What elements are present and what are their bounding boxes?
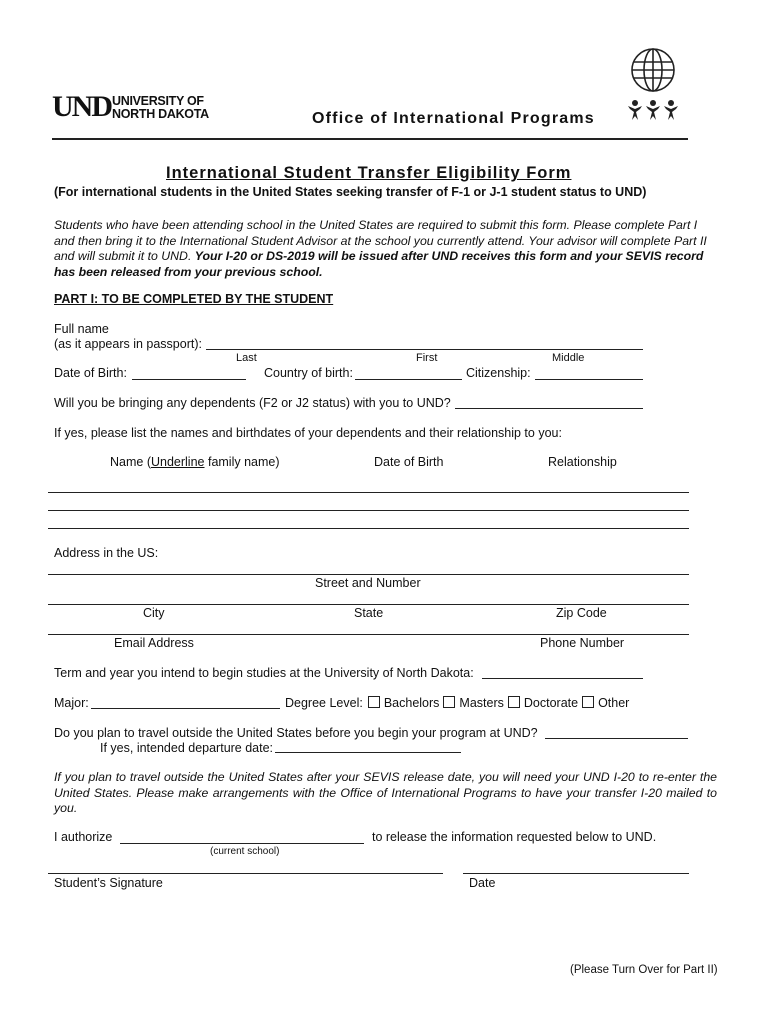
departure-label: If yes, intended departure date: bbox=[100, 741, 274, 755]
full-name-field[interactable] bbox=[206, 349, 643, 350]
address-label: Address in the US: bbox=[54, 546, 159, 560]
first-label: First bbox=[416, 352, 438, 364]
country-label: Country of birth: bbox=[264, 366, 353, 380]
dependent-row-1[interactable] bbox=[48, 492, 689, 493]
doctorate-checkbox[interactable] bbox=[508, 696, 520, 708]
masters-label: Masters bbox=[459, 696, 504, 710]
und-logo-line2: NORTH DAKOTA bbox=[112, 107, 209, 121]
dependents-question: Will you be bringing any dependents (F2 or J2 status) with you to UND? bbox=[54, 396, 451, 410]
authorize-label: I authorize bbox=[54, 830, 113, 844]
header-rule bbox=[52, 138, 688, 140]
turn-over-note: (Please Turn Over for Part II) bbox=[570, 964, 718, 976]
city-label: City bbox=[143, 606, 165, 620]
form-subtitle: (For international students in the United States seeking transfer of F-1 or J-1 student status to UND) bbox=[54, 185, 647, 199]
full-name-label: Full name bbox=[54, 322, 109, 336]
travel-answer-field[interactable] bbox=[545, 738, 688, 739]
bachelors-label: Bachelors bbox=[383, 696, 440, 710]
dep-dob-header: Date of Birth bbox=[374, 455, 444, 469]
street-label: Street and Number bbox=[315, 576, 421, 590]
dob-field[interactable] bbox=[132, 379, 246, 380]
last-label: Last bbox=[236, 352, 257, 364]
address-city-field[interactable] bbox=[48, 604, 689, 605]
passport-label: (as it appears in passport): bbox=[54, 337, 202, 351]
travel-question: Do you plan to travel outside the United States before you begin your program at UND? bbox=[54, 726, 538, 740]
address-street-field[interactable] bbox=[48, 574, 689, 575]
signature-label: Student’s Signature bbox=[54, 876, 163, 890]
travel-note: If you plan to travel outside the United States after your SEVIS release date, you will need your UND I-20 to re-enter the United States. Please make arrangements with the Office of International Programs to have your transfer I-20 mailed to you. bbox=[54, 770, 717, 815]
globe-people-icon bbox=[624, 46, 682, 124]
doctorate-label: Doctorate bbox=[523, 696, 579, 710]
dep-name-underlined: Underline bbox=[150, 455, 205, 469]
email-label: Email Address bbox=[114, 636, 194, 650]
date-label: Date bbox=[469, 876, 496, 890]
degree-level-row bbox=[285, 696, 629, 710]
dep-name-header bbox=[110, 455, 280, 469]
intro-paragraph bbox=[54, 218, 714, 280]
date-field[interactable] bbox=[463, 873, 689, 874]
dep-rel-header: Relationship bbox=[548, 455, 617, 469]
citizenship-label: Citizenship: bbox=[466, 366, 531, 380]
other-checkbox[interactable] bbox=[582, 696, 594, 708]
term-field[interactable] bbox=[482, 678, 643, 679]
office-title: Office of International Programs bbox=[312, 110, 595, 127]
signature-field[interactable] bbox=[48, 873, 443, 874]
major-field[interactable] bbox=[91, 708, 280, 709]
masters-checkbox[interactable] bbox=[443, 696, 455, 708]
dep-name-suffix: family name) bbox=[204, 455, 280, 469]
dependent-row-3[interactable] bbox=[48, 528, 689, 529]
dob-label: Date of Birth: bbox=[54, 366, 127, 380]
major-label: Major: bbox=[54, 696, 89, 710]
middle-label: Middle bbox=[552, 352, 585, 364]
email-phone-field[interactable] bbox=[48, 634, 689, 635]
part1-heading: PART I: TO BE COMPLETED BY THE STUDENT bbox=[54, 292, 334, 306]
phone-label: Phone Number bbox=[540, 636, 625, 650]
citizenship-field[interactable] bbox=[535, 379, 643, 380]
current-school-field[interactable] bbox=[120, 843, 364, 844]
current-school-caption: (current school) bbox=[210, 846, 280, 857]
country-field[interactable] bbox=[355, 379, 462, 380]
zip-label: Zip Code bbox=[556, 606, 607, 620]
dependents-list-label: If yes, please list the names and birthdates of your dependents and their relationship to you: bbox=[54, 426, 562, 440]
und-logo-line1: UNIVERSITY OF bbox=[112, 94, 204, 108]
bachelors-checkbox[interactable] bbox=[368, 696, 380, 708]
form-title: International Student Transfer Eligibility Form bbox=[166, 164, 572, 182]
degree-label: Degree Level: bbox=[285, 696, 363, 710]
intro-text: Students who have been attending school in the United States are required to submit this form. Please complete Part I and then bring it to the International Student Advisor at the school you currently attend. Your advisor will complete Part II and will submit it to UND. bbox=[54, 218, 707, 263]
und-logo-mark: UND bbox=[52, 90, 111, 123]
intro-bold-text: Your I-20 or DS-2019 will be issued after UND receives this form and your SEVIS record has been released from your previous school. bbox=[54, 249, 704, 279]
authorize-suffix: to release the information requested below to UND. bbox=[372, 830, 657, 844]
term-label: Term and year you intend to begin studies at the University of North Dakota: bbox=[54, 666, 474, 680]
dep-name-prefix: Name ( bbox=[110, 455, 151, 469]
state-label: State bbox=[354, 606, 384, 620]
other-label: Other bbox=[598, 696, 630, 710]
dependents-answer-field[interactable] bbox=[455, 408, 643, 409]
dependent-row-2[interactable] bbox=[48, 510, 689, 511]
departure-date-field[interactable] bbox=[275, 752, 461, 753]
